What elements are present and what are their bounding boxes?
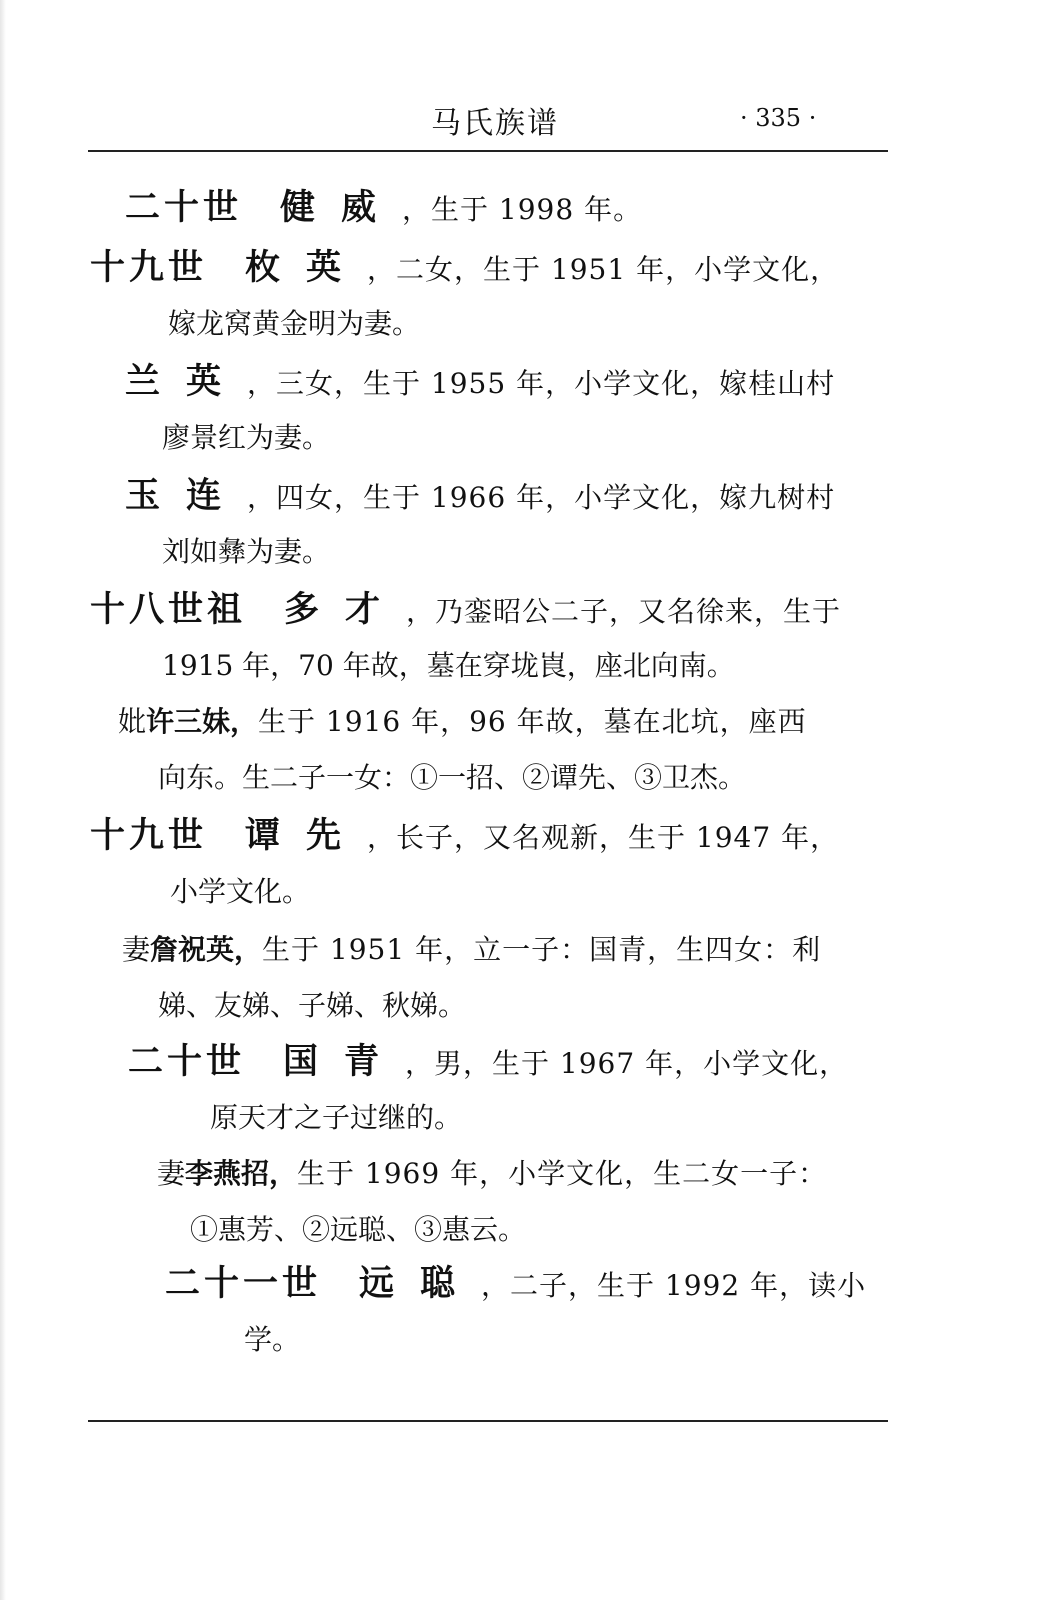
entry-text: ，生于 1998 年。 (402, 193, 643, 226)
generation-label: 二十世 (128, 1042, 246, 1082)
entry-continuation: 向东。生二子一女：①一招、②谭先、③卫杰。 (158, 761, 747, 794)
entry-continuation: 原天才之子过继的。 (210, 1101, 463, 1134)
page-edge (0, 0, 6, 1600)
entry-continuation: 娣、友娣、子娣、秋娣。 (158, 989, 467, 1022)
genealogy-entry-jianwei (125, 188, 642, 228)
entry-text: ，男，生于 1967 年，小学文化， (405, 1047, 849, 1080)
header-rule (88, 150, 888, 152)
person-name: 健威 (280, 188, 403, 228)
person-name: 玉连 (125, 476, 248, 516)
person-name: 许三妹， (146, 705, 259, 738)
person-name: 国青 (283, 1042, 406, 1082)
page-number: · 335 · (740, 104, 817, 132)
genealogy-entry-xusanmei (118, 702, 807, 742)
entry-continuation: 1915 年，70 年故，墓在穿垅崀，座北向南。 (162, 649, 735, 682)
relation-prefix: 妻 (157, 1157, 186, 1190)
genealogy-entry-lanying (125, 362, 835, 402)
entry-continuation: 小学文化。 (170, 875, 311, 908)
genealogy-entry-zhanzhuying (122, 930, 821, 970)
person-name: 远聪 (359, 1264, 482, 1304)
generation-label: 十八世祖 (90, 590, 247, 630)
generation-label: 二十世 (125, 188, 243, 228)
running-header-title: 马氏族谱 (431, 106, 559, 141)
genealogy-entry-liyanzhao (157, 1154, 827, 1194)
entry-continuation: 刘如彝为妻。 (162, 535, 331, 568)
entry-text: ，长子，又名观新，生于 1947 年， (367, 821, 840, 854)
genealogy-entry-yuancong (165, 1264, 866, 1304)
person-name: 兰英 (125, 362, 248, 402)
generation-label: 十九世 (90, 816, 208, 856)
person-name: 詹祝英， (150, 933, 263, 966)
genealogy-entry-duocai (90, 590, 841, 630)
entry-continuation: 嫁龙窝黄金明为妻。 (168, 307, 421, 340)
entry-text: ，二子，生于 1992 年，读小 (481, 1269, 867, 1302)
entry-text: 生于 1969 年，小学文化，生二女一子： (297, 1157, 828, 1190)
relation-prefix: 妻 (122, 933, 151, 966)
genealogy-entry-yulian (125, 476, 835, 516)
person-name: 李燕招， (185, 1157, 298, 1190)
person-name: 枚英 (245, 248, 368, 288)
entry-text: ，四女，生于 1966 年，小学文化，嫁九树村 (247, 481, 836, 514)
genealogy-entry-tanxian (90, 816, 839, 856)
entry-continuation: 廖景红为妻。 (162, 421, 331, 454)
entry-text: ，三女，生于 1955 年，小学文化，嫁桂山村 (247, 367, 836, 400)
footer-rule (88, 1420, 888, 1422)
entry-text: 生于 1951 年，立一子：国青，生四女：利 (262, 933, 822, 966)
generation-label: 十九世 (90, 248, 208, 288)
entry-text: 生于 1916 年，96 年故，墓在北坑，座西 (258, 705, 807, 738)
generation-label: 二十一世 (165, 1264, 322, 1304)
person-name: 多才 (284, 590, 407, 630)
person-name: 谭先 (245, 816, 368, 856)
genealogy-entry-meiying (90, 248, 839, 288)
entry-continuation: 学。 (244, 1323, 301, 1356)
relation-prefix: 妣 (118, 705, 147, 738)
genealogy-entry-guoqing (128, 1042, 848, 1082)
entry-continuation: ①惠芳、②远聪、③惠云。 (190, 1213, 527, 1246)
entry-text: ，二女，生于 1951 年，小学文化， (367, 253, 840, 286)
entry-text: ，乃銮昭公二子，又名徐来，生于 (406, 595, 842, 628)
